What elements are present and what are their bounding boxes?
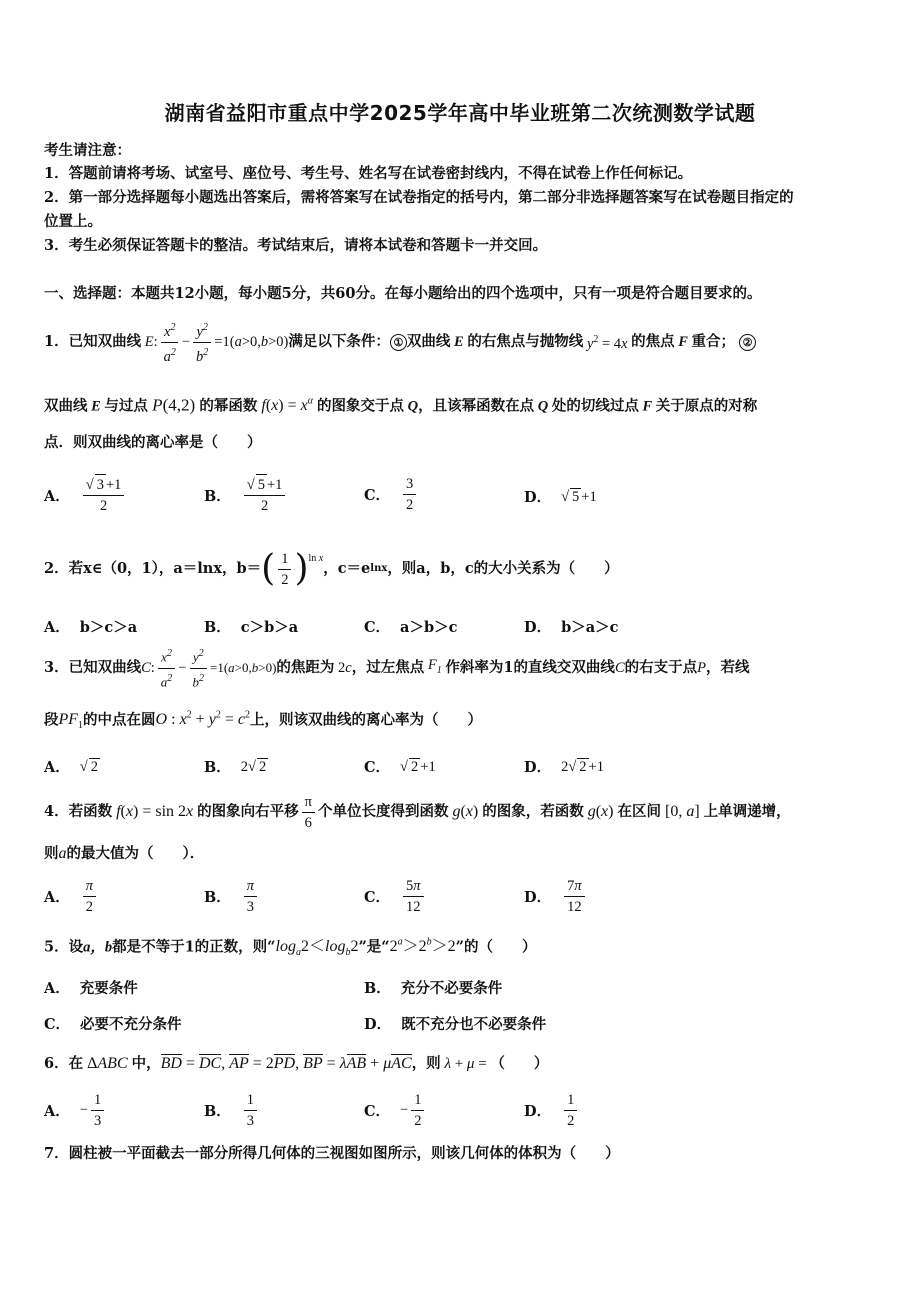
- q2-text-c: ，c＝e: [323, 560, 371, 577]
- q3-line1: 3．已知双曲线 C : $\frac{x^2}{a^2}$ − $\frac{y^2}{b^2}$ =1(a>0,b>0) 的焦距为 2c ，过左焦点 $F_1$ 作斜率为 1 的直线交双曲线 C 的右支于点 P ，若线: [44, 648, 749, 688]
- notice-heading: 考生请注意：: [44, 142, 131, 159]
- q5-line1: 5．设a，b都是不等于1的正数，则“$\log_a2<\log_b2$”是“$2^a>2^b>2$”的（ ）: [44, 937, 537, 959]
- q1-option-a[interactable]: A． $\frac{√ 3 +1}{2}$: [44, 474, 127, 516]
- q1-option-c-label: C．: [364, 487, 391, 504]
- q1-cond2: ②: [739, 334, 756, 351]
- q4-text-d: 的图象，若函数: [482, 803, 584, 820]
- q4-option-b-label: B．: [204, 889, 231, 906]
- q1-l2g: 关于原点的对称: [655, 397, 758, 415]
- q1-number: 1．已知双曲线: [44, 333, 142, 350]
- q2-text-a: 2．若: [44, 560, 84, 577]
- q5-text-a: 5．设: [44, 938, 84, 956]
- q3-l2c: 上，则该双曲线的离心率为（ ）: [249, 711, 482, 729]
- q1-option-d-label: D．: [524, 489, 552, 506]
- notice-item-3: 3．考生必须保证答题卡的整洁。考试结束后，请将本试卷和答题卡一并交回。: [44, 237, 548, 254]
- q3-text-c: ，过左焦点: [351, 659, 425, 676]
- q1-cond1: ①: [390, 334, 407, 351]
- q5-option-d-text: 既不充分也不必要条件: [401, 1016, 547, 1033]
- q1-text2: 双曲线: [406, 333, 451, 350]
- q1-option-d[interactable]: D． √ 5 +1: [524, 486, 597, 507]
- q1-text: 满足以下条件：: [288, 333, 390, 350]
- q5-option-c[interactable]: [44, 1013, 182, 1034]
- q3-option-d[interactable]: D． 2√ 2 +1: [524, 756, 604, 777]
- q4-option-a-label: A．: [44, 889, 70, 906]
- q1-l2a: 双曲线: [44, 397, 88, 415]
- q5-text-e: ”的（ ）: [455, 938, 537, 956]
- q5-text-d: ”是“: [358, 938, 390, 956]
- q5-option-c-text: 必要不充分条件: [80, 1016, 182, 1033]
- q5-text-b: a，b: [83, 939, 113, 956]
- page-title: 湖南省益阳市重点中学2025学年高中毕业班第二次统测数学试题: [164, 101, 756, 125]
- q1-line2: 双曲线 E 与过点 P(4,2) 的幂函数 $f(x) = x^\alpha$ 的图象交于点 Q，且该幂函数在点 Q 处的切线过点 F 关于原点的对称: [44, 395, 758, 415]
- q4-text-e: 在区间: [617, 803, 661, 820]
- q6-option-c[interactable]: C． − $\frac{1}{2}$: [364, 1090, 427, 1131]
- q2-exp: lnx: [370, 563, 388, 574]
- q4-option-c[interactable]: C． $\frac{5\pi}{12}$: [364, 876, 427, 917]
- q3-text-g: 的右支于点: [624, 659, 698, 676]
- q1-l2e: ，且该幂函数在点: [418, 397, 535, 415]
- q3-option-a[interactable]: A． √ 2: [44, 756, 100, 777]
- q6-text-c: ，则: [411, 1055, 441, 1072]
- q2-option-c[interactable]: [364, 616, 457, 637]
- q4-text-f: 上单调递增，: [703, 803, 791, 820]
- q2-option-a-label: A．: [44, 619, 70, 636]
- q5-text-c: 都是不等于1的正数，则“: [112, 938, 276, 956]
- q3-text-h: ，若线: [705, 659, 750, 676]
- q3-option-d-label: D．: [524, 759, 552, 776]
- notice-item-1: 1．答题前请将考场、试室号、座位号、考生号、姓名写在试卷密封线内，不得在试卷上作任何标记。: [44, 165, 693, 182]
- q2-option-d[interactable]: [524, 616, 618, 637]
- q3-l2a: 段: [44, 711, 59, 729]
- q1-l2b: 与过点: [104, 397, 148, 415]
- section-heading: 一、选择题：本题共12小题，每小题5分，共60分。在每小题给出的四个选项中，只有一项是符合题目要求的。: [44, 285, 762, 302]
- q4-l2b: 的最大值为（ ）．: [66, 845, 205, 862]
- q2-option-b-label: B．: [204, 619, 231, 636]
- notice-item-2-cont: 位置上。: [44, 213, 102, 230]
- q3-text-f: 的直线交双曲线: [513, 659, 615, 676]
- q5-option-b-text: 充分不必要条件: [400, 980, 503, 997]
- q4-option-b[interactable]: B． $\frac{\pi}{3}$: [204, 876, 260, 917]
- q4-option-c-label: C．: [364, 889, 391, 906]
- q1-l2f: 处的切线过点: [551, 397, 639, 415]
- q3-option-c-label: C．: [364, 759, 391, 776]
- q3-option-b[interactable]: B． 2√ 2: [204, 756, 268, 777]
- q5-option-d[interactable]: [364, 1013, 546, 1034]
- q5-option-a-text: 充要条件: [79, 980, 138, 997]
- q2-text-x: x∈（0，1），a＝lnx，b＝: [83, 560, 262, 577]
- q6-option-b[interactable]: B． $\frac{1}{3}$: [204, 1090, 260, 1131]
- q3-text-d: 作斜率为: [445, 659, 504, 676]
- q4-text-c: 个单位长度得到函数: [317, 803, 449, 820]
- q1-option-b[interactable]: B． $\frac{√ 5 +1}{2}$: [204, 474, 288, 516]
- q4-text-a: 4．若函数: [44, 803, 113, 820]
- q3-option-a-label: A．: [44, 759, 70, 776]
- q3-text-b: 的焦距为: [276, 659, 335, 676]
- q3-text-a: 3．已知双曲线: [44, 659, 142, 676]
- q4-option-d[interactable]: D． $\frac{7\pi}{12}$: [524, 876, 588, 917]
- q6-text-a: 6．在: [44, 1055, 84, 1072]
- q3-option-b-label: B．: [204, 759, 231, 776]
- q6-line1: 6．在 ΔABC 中，BD = DC, AP = 2PD, BP = λAB + μAC，则 λ + μ = （ ）: [44, 1055, 549, 1072]
- q6-option-a[interactable]: A． − $\frac{1}{3}$: [44, 1090, 107, 1131]
- q5-option-d-label: D．: [364, 1016, 392, 1033]
- notice-item-2: 2．第一部分选择题每小题选出答案后，需将答案写在试卷指定的括号内，第二部分非选择题答案写在试卷题目指定的: [44, 189, 794, 206]
- q1-line3: 点．则双曲线的离心率是（ ）: [44, 434, 262, 451]
- q2-option-d-text: b＞a＞c: [561, 619, 619, 636]
- q6-text-b: 中，: [131, 1055, 161, 1072]
- q1-line1: 1．已知双曲线 E : $\frac{x^2}{a^2}$ − $\frac{y^2}{b^2}$ =1(a>0,b>0) 满足以下条件： ① 双曲线 E 的右焦点与抛物线 $y^2 = 4x$ 的焦点 F 重合； ②: [44, 324, 756, 360]
- q1-text4: 的焦点: [631, 333, 675, 350]
- q3-l2b: 的中点在圆: [83, 711, 156, 729]
- q2-option-a-text: b＞c＞a: [79, 619, 138, 636]
- q7-line1: 7．圆柱被一平面截去一部分所得几何体的三视图如图所示，则该几何体的体积为（ ）: [44, 1145, 620, 1162]
- q1-l2d: 的图象交于点: [317, 397, 404, 415]
- q6-option-d[interactable]: D． $\frac{1}{2}$: [524, 1090, 580, 1131]
- q1-option-b-label: B．: [204, 487, 231, 505]
- q6-option-b-label: B．: [204, 1103, 231, 1120]
- q4-line2: 则a的最大值为（ ）．: [44, 845, 205, 862]
- q5-option-c-label: C．: [44, 1016, 71, 1033]
- q3-option-c[interactable]: C． √ 2 +1: [364, 756, 436, 777]
- q5-option-a-label: A．: [44, 980, 70, 997]
- q4-l2a: 则: [44, 845, 59, 862]
- q2-text-e: ，则a，b，c的大小关系为（ ）: [387, 560, 619, 577]
- q4-text-b: 的图象向右平移: [197, 803, 299, 820]
- q2-line1: 2．若 x∈（0，1），a＝lnx，b＝ ( $\frac{1}{2}$ ) $^{ln x}$ ，c＝e lnx ，则a，b，c的大小关系为（ ）: [44, 548, 619, 589]
- q1-text3: 的右焦点与抛物线: [467, 333, 584, 350]
- q6-option-c-label: C．: [364, 1103, 391, 1120]
- q2-option-b[interactable]: [204, 616, 298, 637]
- q2-option-a[interactable]: [44, 616, 137, 637]
- q5-option-a[interactable]: [44, 977, 138, 998]
- q1-option-c[interactable]: C． $\frac{3}{2}$: [364, 474, 419, 515]
- q1-text5: 重合；: [691, 333, 736, 350]
- q2-option-c-label: C．: [364, 619, 391, 636]
- q6-text-d: （ ）: [490, 1055, 549, 1072]
- q4-line1: 4．若函数 f(x) = sin 2x 的图象向右平移 $\frac{\pi}{6}$ 个单位长度得到函数 g(x) 的图象，若函数 g(x) 在区间 [0, a] 上单调递增，: [44, 793, 791, 831]
- q1-l2c: 的幂函数: [199, 397, 258, 415]
- q5-option-b[interactable]: [364, 977, 502, 998]
- q5-option-b-label: B．: [364, 980, 391, 997]
- q3-text-e: 1: [503, 659, 514, 676]
- q4-option-d-label: D．: [524, 889, 552, 906]
- q6-option-a-label: A．: [44, 1103, 70, 1120]
- q6-option-d-label: D．: [524, 1103, 552, 1120]
- q2-option-c-text: a＞b＞c: [400, 619, 458, 636]
- q1-option-a-label: A．: [44, 487, 70, 505]
- q2-option-b-text: c＞b＞a: [240, 619, 299, 636]
- q2-option-d-label: D．: [524, 619, 552, 636]
- q3-line2: 段$PF_1$的中点在圆O : $x^2 + y^2 = c^2$上，则该双曲线的离心率为（ ）: [44, 710, 482, 732]
- q4-option-a[interactable]: A． $\frac{\pi}{2}$: [44, 876, 99, 917]
